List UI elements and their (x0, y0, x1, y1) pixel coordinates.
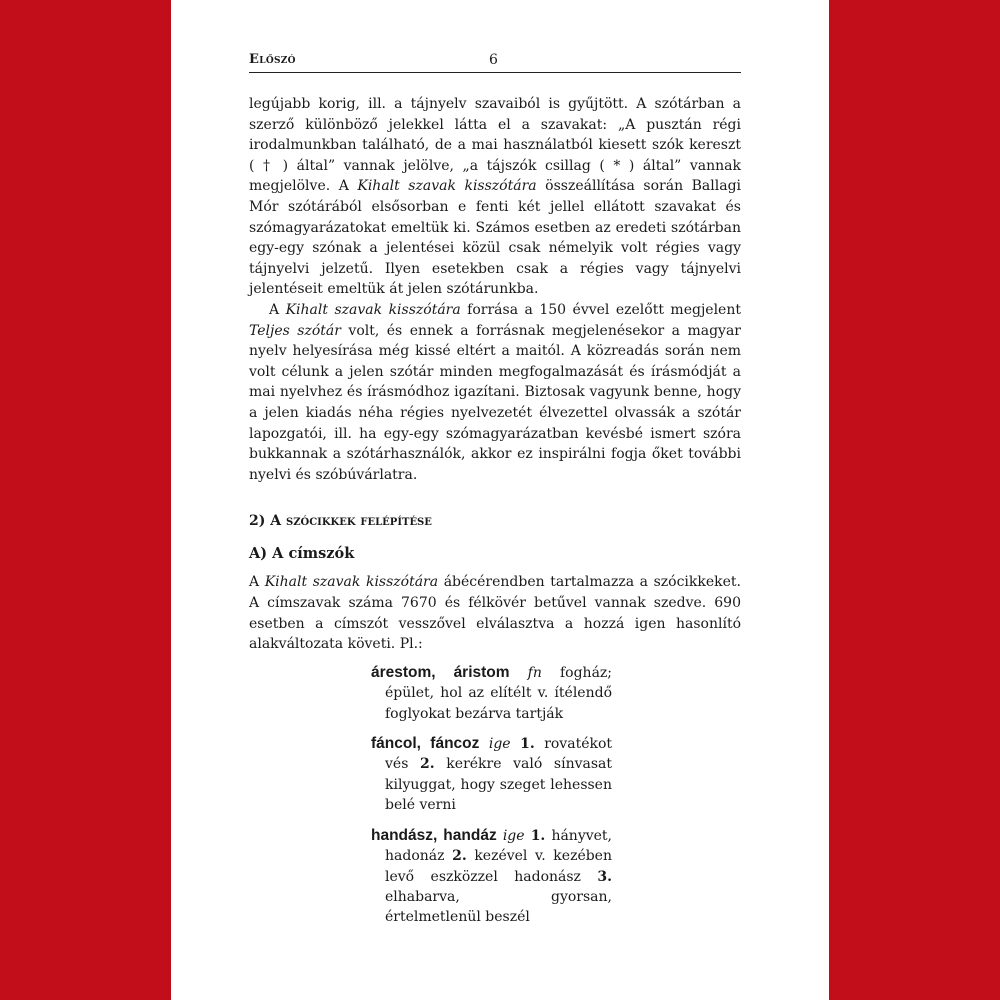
page-header (249, 50, 741, 73)
text-run: A (249, 574, 265, 591)
sense-number: 1. (530, 827, 546, 844)
book-title-italic: Kihalt szavak kisszótára (357, 178, 537, 195)
text-run: ábécérendben tartalmazza a szócikkeket. A címszavak száma 7670 és félkövér betűvel vannak szedve. 690 esetben a címszót vesszővel elválasztva a hozzá igen hasonlító alakváltozata követi. Pl.: (249, 574, 742, 653)
text-run: legújabb korig, ill. a tájnyelv szavaiból is gyűjtött. A szótárban a szerző különböző jelekkel látta el a szavakat: „A pusztán régi irodalmunkban található, de a mai használatból kiesett szók kereszt ( † ) által” vannak jelölve, „a tájszók csillag ( * ) által” vannak megjelölve. A (249, 96, 741, 195)
text-run: A (269, 301, 286, 318)
source-title-italic: Teljes szótár (249, 322, 341, 339)
book-title-italic: Kihalt szavak kisszótára (264, 574, 439, 591)
entry-definition: hányvet, hadonáz (385, 827, 612, 865)
dictionary-entry (371, 663, 612, 724)
entry-definition: rovatékot vés (385, 736, 613, 773)
entry-definition: elhabarva, gyorsan, értelmetlenül beszél (385, 888, 612, 926)
text-run: forrása a 150 évvel ezelőtt megjelent (460, 301, 741, 318)
section-title: A szócikkek felépítése (270, 513, 432, 530)
subsection-heading: A) A címszók (249, 544, 355, 562)
entry-headword: árestom, áristom (371, 663, 510, 681)
text-run: volt, és ennek a forrásnak megjelenésekor a magyar nyelv helyesírása még kissé eltért a maitól. A közreadás során nem volt célunk a jelen szótár minden megfogalmazását és írásmódját a mai nyelvhez és írásmódhoz igazítani. Biztosak vagyunk benne, hogy a jelen kiadás néha régies nyelvezetét élvezettel olvassák a szótár lapozgatói, ill. ha egy-egy szómagyarázatban kevésbé ismert szóra bukkannak a szótárhasználók, akkor ez inspirálni fogja őket további nyelvi és szóbúvárlatra. (249, 322, 741, 483)
example-entries (371, 663, 612, 928)
sense-number: 1. (520, 736, 535, 753)
dictionary-entry (371, 826, 612, 928)
entry-part-of-speech: ige (502, 827, 525, 844)
sense-number: 2. (420, 756, 435, 773)
paragraph-source (249, 300, 741, 485)
page-body (249, 94, 741, 938)
sense-number: 3. (597, 868, 613, 885)
entry-part-of-speech: ige (488, 736, 511, 753)
entry-headword: fáncol, fáncoz (371, 735, 480, 753)
book-page (171, 0, 829, 1000)
entry-definition: kerékre való sínvasat kilyuggat, hogy szeget lehessen belé verni (385, 756, 613, 814)
paragraph-intro (249, 94, 741, 300)
page-number: 6 (489, 52, 498, 68)
text-run: összeállítása során Ballagi Mór szótárából elsősorban e fenti két jellel ellátott szavakat és szómagyarázatokat emeltük ki. Számos esetben az eredeti szótárban egy-egy szónak a jelentései közül csak némelyik volt régies vagy tájnyelvi jelzetű. Ilyen esetekben csak a régies vagy tájnyelvi jelentéseit emeltük át jelen szótárunkba. (249, 178, 742, 298)
paragraph-headwords (249, 572, 741, 654)
entry-headword: handász, handáz (371, 826, 497, 844)
section-heading (249, 511, 741, 532)
running-head: Előszó (249, 52, 296, 67)
book-title-italic: Kihalt szavak kisszótára (285, 301, 461, 318)
entry-definition: kezével v. kezében levő eszközzel hadonász (385, 848, 612, 885)
dictionary-entry (371, 734, 612, 816)
entry-part-of-speech: fn (527, 664, 542, 681)
sense-number: 2. (452, 848, 467, 865)
entry-definition: fogház; épület, hol az elítélt v. ítélendő foglyokat bezárva tartják (385, 664, 613, 722)
section-number: 2) (249, 513, 271, 530)
